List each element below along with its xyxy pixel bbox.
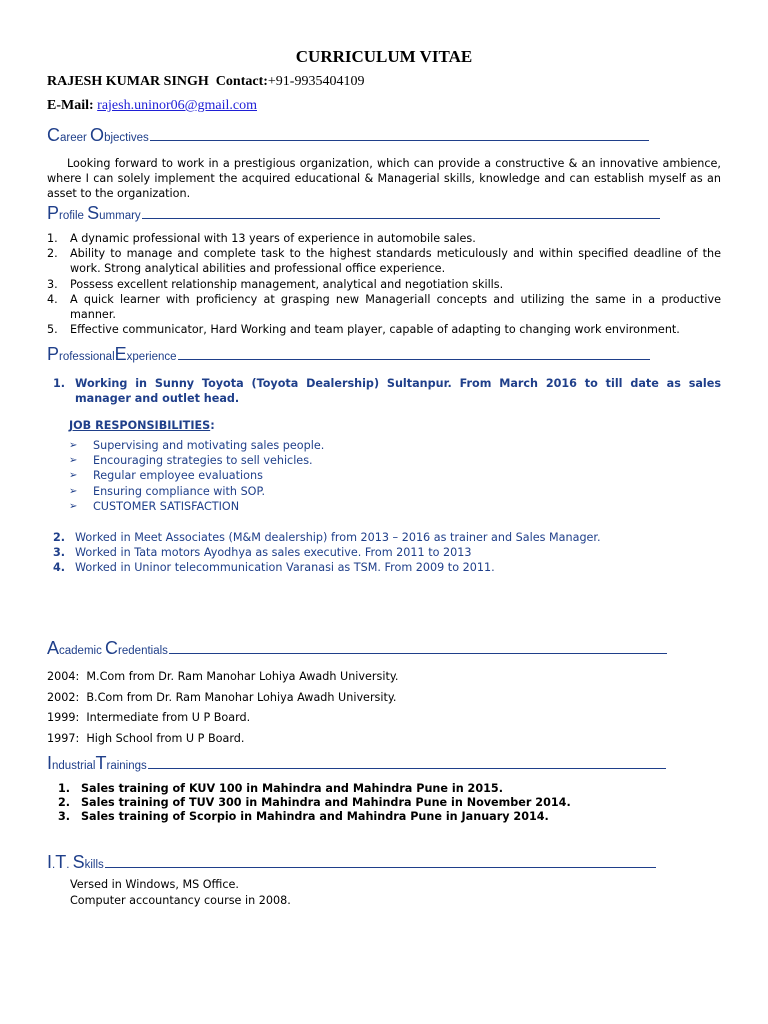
skills-list	[70, 877, 291, 909]
arrow-bullet-icon: ➢	[69, 500, 78, 512]
list-item: ➢ Ensuring compliance with SOP.	[69, 484, 266, 498]
list-item: 2. Ability to manage and complete task to the highest standards meticulously and within specified deadline of the work. Strong analytical abilities and professional office experience.	[47, 247, 721, 276]
list-item: Computer accountancy course in 2008.	[70, 894, 291, 907]
list-item: 2004: M.Com from Dr. Ram Manohar Lohiya Awadh University.	[47, 670, 399, 683]
email-line	[47, 98, 257, 114]
responsibilities-list	[69, 438, 324, 514]
it-skills-heading: I.T. Skills	[47, 852, 656, 875]
arrow-bullet-icon: ➢	[69, 485, 78, 497]
career-objective-text: Looking forward to work in a prestigious organization, which can provide a constructive & an innovative ambience, where I can solely implement the acquired educational & Managerial skills, knowledge and can establish myself as an asset to the organization.	[47, 157, 721, 201]
list-item: 1997: High School from U P Board.	[47, 731, 245, 745]
contact-value: +91-9935404109	[267, 74, 365, 89]
list-item: 2. Sales training of TUV 300 in Mahindra and Mahindra Pune in November 2014.	[58, 796, 571, 809]
academic-list	[47, 667, 398, 749]
academic-credentials-heading: Academic Credentials	[47, 638, 667, 661]
name-contact-line	[47, 74, 364, 90]
list-item: 4. Worked in Uninor telecommunication Varanasi as TSM. From 2009 to 2011.	[53, 561, 495, 575]
career-objectives-heading: Career Objectives	[47, 125, 649, 148]
list-item: 3. Sales training of Scorpio in Mahindra and Mahindra Pune in January 2014.	[58, 810, 549, 823]
list-item: 2002: B.Com from Dr. Ram Manohar Lohiya Awadh University.	[47, 690, 397, 704]
arrow-bullet-icon: ➢	[69, 470, 78, 482]
job-responsibilities-heading: JOB RESPONSIBILITIES:	[69, 419, 215, 432]
list-item: 1. Sales training of KUV 100 in Mahindra and Mahindra Pune in 2015.	[58, 782, 503, 795]
contact-label: Contact:	[215, 74, 268, 89]
training-list	[58, 782, 571, 824]
industrial-trainings-heading: IndustrialTrainings	[47, 753, 666, 776]
experience-item-1: 1. Working in Sunny Toyota (Toyota Dealership) Sultanpur. From March 2016 to till date as sales manager and outlet head.	[53, 377, 721, 406]
list-item: ➢ Encouraging strategies to sell vehicles.	[69, 454, 313, 468]
list-item: 4. A quick learner with proficiency at grasping new Manageriall concepts and utilizing the same in a productive manner.	[47, 292, 721, 322]
list-item: 3. Worked in Tata motors Ayodhya as sales executive. From 2011 to 2013	[53, 546, 472, 560]
profile-summary-heading: Profile Summary	[47, 203, 660, 226]
email-label: E-Mail:	[47, 98, 94, 113]
list-item: ➢ Regular employee evaluations	[69, 469, 263, 483]
page-title: CURRICULUM VITAE	[295, 47, 473, 66]
list-item: Versed in Windows, MS Office.	[70, 878, 239, 891]
list-item: ➢ Supervising and motivating sales people.	[69, 439, 325, 452]
arrow-bullet-icon: ➢	[69, 455, 78, 467]
list-item: 1999: Intermediate from U P Board.	[47, 711, 251, 724]
candidate-name: RAJESH KUMAR SINGH	[47, 74, 209, 89]
list-item: 1. A dynamic professional with 13 years of experience in automobile sales.	[47, 232, 476, 245]
list-item: 5. Effective communicator, Hard Working and team player, capable of adapting to changing work environment.	[47, 323, 680, 337]
email-link[interactable]: rajesh.uninor06@gmail.com	[97, 98, 258, 113]
profile-summary-list	[47, 231, 721, 337]
list-item: 3. Possess excellent relationship management, analytical and negotiation skills.	[47, 277, 504, 291]
arrow-bullet-icon: ➢	[69, 440, 78, 451]
list-item: 2. Worked in Meet Associates (M&M dealership) from 2013 – 2016 as trainer and Sales Manager.	[53, 531, 601, 544]
other-experience-list	[53, 530, 601, 576]
professional-experience-heading: ProfessionalExperience	[47, 344, 650, 367]
list-item: ➢ CUSTOMER SATISFACTION	[69, 499, 240, 513]
